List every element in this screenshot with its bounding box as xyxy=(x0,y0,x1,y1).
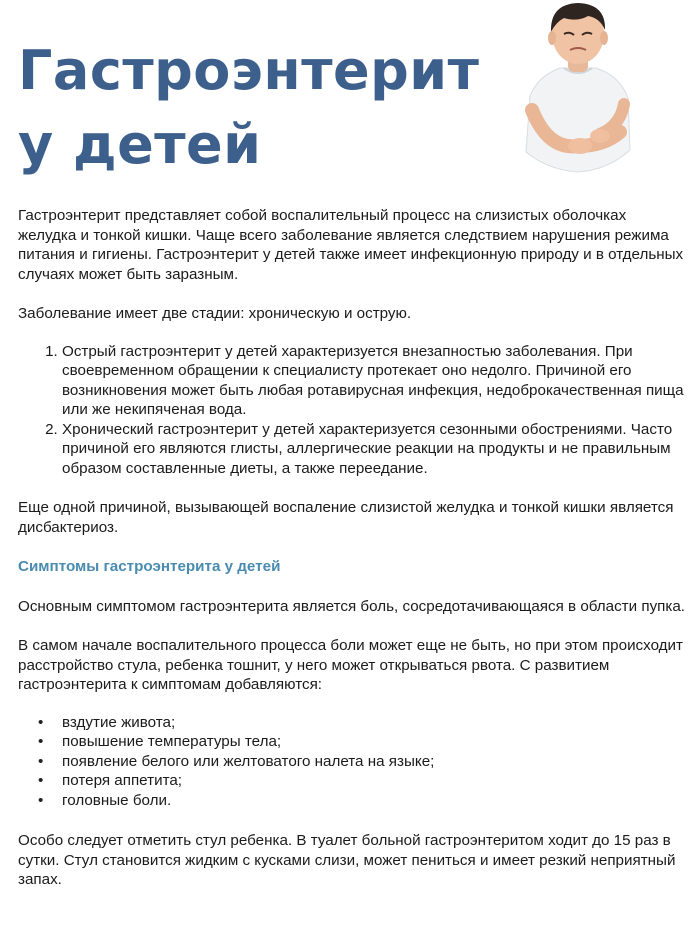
stages-list xyxy=(18,342,686,479)
list-item: 2. Хронический гастроэнтерит у детей характеризуется сезонными обострениями. Часто причиной его являются глисты, аллергические реакции на продукты и не правильным образом составленные диеты, а также переедание. xyxy=(62,420,686,479)
intro-paragraph: Гастроэнтерит представляет собой воспалительный процесс на слизистых оболочках желудка и тонкой кишки. Чаще всего заболевание является следствием нарушения режима питания и гигиены. Гастроэнтерит у детей также имеет инфекционную природу и в отдельных случаях может быть заразным. xyxy=(18,207,684,283)
stool-paragraph: Особо следует отметить стул ребенка. В туалет больной гастроэнтеритом ходит до 15 раз в сутки. Стул становится жидким с кусками слизи, может пениться и имеет резкий неприятный запах. xyxy=(18,832,676,888)
child-stomachache-illustration xyxy=(508,0,648,180)
stages-intro: Заболевание имеет две стадии: хроническую и острую. xyxy=(18,305,412,322)
list-item: • вздутие живота; xyxy=(62,713,686,733)
dysbacteriosis-paragraph: Еще одной причиной, вызывающей воспаление слизистой желудка и тонкой кишки является дисбактериоз. xyxy=(18,499,674,536)
title-line-1: Гастроэнтерит xyxy=(18,39,480,102)
article-body xyxy=(18,206,686,910)
list-item: • потеря аппетита; xyxy=(62,771,686,791)
symptoms-list xyxy=(18,713,686,811)
list-item: 1. Острый гастроэнтерит у детей характеризуется внезапностью заболевания. При своевременном обращении к специалисту протекает оно недолго. Причиной его возникновения может быть любая ротавирусная инфекция, недоброкачественная пища или же некипяченая вода. xyxy=(62,342,686,420)
page-title xyxy=(18,34,479,182)
list-item: • головные боли. xyxy=(62,791,686,811)
list-item: • появление белого или желтоватого налета на языке; xyxy=(62,752,686,772)
early-stage-paragraph: В самом начале воспалительного процесса боли может еще не быть, но при этом происходит расстройство стула, ребенка тошнит, у него может открываться рвота. С развитием гастроэнтерита к симптомам добавляются: xyxy=(18,637,683,693)
main-symptom-paragraph: Основным симптомом гастроэнтерита является боль, сосредотачивающаяся в области пупка. xyxy=(18,597,686,615)
list-item: • повышение температуры тела; xyxy=(62,732,686,752)
symptoms-heading: Симптомы гастроэнтерита у детей xyxy=(18,558,281,575)
title-line-2: у детей xyxy=(18,113,262,176)
